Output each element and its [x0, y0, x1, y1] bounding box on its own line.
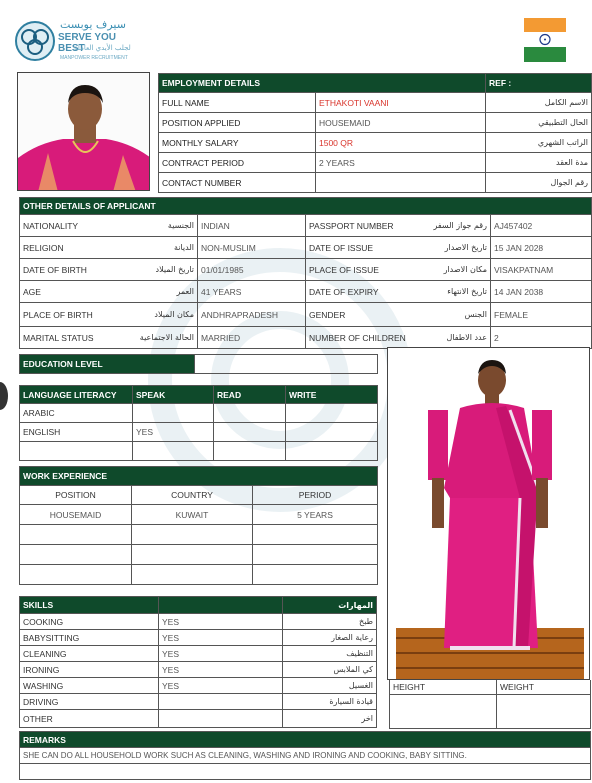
work-period — [253, 545, 378, 565]
gender-arabic: الجنس — [464, 310, 487, 319]
age-label: AGE — [23, 286, 41, 297]
language-literacy-table — [19, 385, 378, 461]
position-applied-arabic: الحال التطبيقي — [486, 113, 592, 133]
gender-value: FEMALE — [491, 303, 592, 327]
contract-period-label: CONTRACT PERIOD — [159, 153, 316, 173]
language-write — [286, 442, 378, 461]
ref-label: REF : — [486, 74, 592, 93]
place-of-issue-label: PLACE OF ISSUE — [309, 264, 379, 275]
date-of-birth-arabic: تاريخ الميلاد — [155, 265, 194, 274]
position-applied-label: POSITION APPLIED — [159, 113, 316, 133]
skill-name: COOKING — [20, 614, 159, 630]
skill-name: DRIVING — [20, 694, 159, 710]
place-of-issue-arabic: مكان الاصدار — [443, 265, 487, 274]
weight-value — [497, 694, 591, 728]
skill-value: YES — [159, 614, 283, 630]
nationality-label: NATIONALITY — [23, 220, 79, 231]
speak-header: SPEAK — [133, 386, 214, 404]
date-of-issue-label: DATE OF ISSUE — [309, 242, 374, 253]
number-of-children-arabic: عدد الاطفال — [446, 333, 487, 342]
remarks-table — [19, 731, 591, 780]
work-period — [253, 565, 378, 585]
language-write — [286, 404, 378, 423]
contract-period-arabic: مدة العقد — [486, 153, 592, 173]
skill-value: YES — [159, 678, 283, 694]
education-level-value — [195, 355, 378, 374]
remarks-text: SHE CAN DO ALL HOUSEHOLD WORK SUCH AS CLEANING, WASHING AND IRONING AND COOKING, BABY SITTING. — [20, 748, 591, 764]
contact-number-value — [316, 173, 486, 193]
skill-arabic: قيادة السيارة — [283, 694, 377, 710]
work-country — [132, 545, 253, 565]
language-name: ARABIC — [20, 404, 133, 423]
skill-value — [159, 694, 283, 710]
logo-emblem-icon — [14, 20, 56, 62]
monthly-salary-value: 1500 QR — [316, 133, 486, 153]
skill-name: BABYSITTING — [20, 630, 159, 646]
skill-value — [159, 710, 283, 728]
passport-number-label: PASSPORT NUMBER — [309, 220, 394, 231]
write-header: WRITE — [286, 386, 378, 404]
work-position — [20, 545, 132, 565]
age-arabic: العمر — [176, 287, 194, 296]
language-write — [286, 423, 378, 442]
applicant-portrait-photo — [17, 72, 150, 191]
skill-name: OTHER — [20, 710, 159, 728]
work-country: KUWAIT — [132, 505, 253, 525]
place-of-birth-value: ANDHRAPRADESH — [198, 303, 306, 327]
language-name — [20, 442, 133, 461]
place-of-birth-label: PLACE OF BIRTH — [23, 309, 93, 320]
passport-number-arabic: رقم جواز السفر — [433, 221, 487, 230]
monthly-salary-arabic: الراتب الشهري — [486, 133, 592, 153]
india-flag-icon — [524, 18, 566, 62]
contact-number-label: CONTACT NUMBER — [159, 173, 316, 193]
education-level-table — [19, 354, 378, 374]
employment-details-header: EMPLOYMENT DETAILS — [159, 74, 486, 93]
weight-label: WEIGHT — [497, 680, 591, 694]
employment-details-table — [158, 73, 592, 193]
logo-small-text: MANPOWER RECRUITMENT — [60, 55, 128, 61]
work-period: 5 YEARS — [253, 505, 378, 525]
skill-arabic: طبخ — [283, 614, 377, 630]
date-of-issue-arabic: تاريخ الاصدار — [444, 243, 487, 252]
skill-arabic: رعاية الصغار — [283, 630, 377, 646]
work-position — [20, 565, 132, 585]
passport-number-value: AJ457402 — [491, 215, 592, 237]
place-of-issue-value: VISAKPATNAM — [491, 259, 592, 281]
language-name: ENGLISH — [20, 423, 133, 442]
nationality-arabic: الجنسية — [167, 221, 194, 230]
marital-status-value: MARRIED — [198, 327, 306, 349]
remarks-blank-row — [20, 764, 591, 780]
education-level-label: EDUCATION LEVEL — [20, 355, 195, 374]
religion-arabic: الديانة — [173, 243, 194, 252]
date-of-birth-value: 01/01/1985 — [198, 259, 306, 281]
date-of-issue-value: 15 JAN 2028 — [491, 237, 592, 259]
religion-label: RELIGION — [23, 242, 64, 253]
read-header: READ — [214, 386, 286, 404]
skills-header-arabic: المهارات — [283, 597, 377, 614]
gender-label: GENDER — [309, 309, 346, 320]
work-period — [253, 525, 378, 545]
work-country — [132, 525, 253, 545]
remarks-header: REMARKS — [20, 732, 591, 748]
work-position: HOUSEMAID — [20, 505, 132, 525]
contract-period-value: 2 YEARS — [316, 153, 486, 173]
skills-header-spacer — [159, 597, 283, 614]
skill-value: YES — [159, 630, 283, 646]
country-col-header: COUNTRY — [132, 486, 253, 505]
skills-table — [19, 596, 377, 728]
skill-name: WASHING — [20, 678, 159, 694]
language-read — [214, 404, 286, 423]
other-details-table — [19, 197, 592, 349]
skill-arabic: التنظيف — [283, 646, 377, 662]
number-of-children-value: 2 — [491, 327, 592, 349]
measurements-table — [389, 680, 591, 729]
full-name-value: ETHAKOTI VAANI — [316, 93, 486, 113]
logo-arabic-text: سيرف يوبست — [60, 18, 126, 31]
language-speak: YES — [133, 423, 214, 442]
religion-value: NON-MUSLIM — [198, 237, 306, 259]
logo-english-text: SERVE YOU BEST — [58, 32, 116, 54]
skills-header: SKILLS — [20, 597, 159, 614]
full-name-arabic: الاسم الكامل — [486, 93, 592, 113]
date-of-expiry-value: 14 JAN 2038 — [491, 281, 592, 303]
company-logo — [14, 18, 144, 66]
language-read — [214, 442, 286, 461]
position-applied-value: HOUSEMAID — [316, 113, 486, 133]
language-read — [214, 423, 286, 442]
skill-value: YES — [159, 646, 283, 662]
contact-number-arabic: رقم الجوال — [486, 173, 592, 193]
age-value: 41 YEARS — [198, 281, 306, 303]
work-country — [132, 565, 253, 585]
monthly-salary-label: MONTHLY SALARY — [159, 133, 316, 153]
full-name-label: FULL NAME — [159, 93, 316, 113]
language-speak — [133, 442, 214, 461]
skill-arabic: اخر — [283, 710, 377, 728]
applicant-full-body-photo — [387, 347, 590, 680]
place-of-birth-arabic: مكان الميلاد — [154, 310, 194, 319]
skill-value: YES — [159, 662, 283, 678]
language-speak — [133, 404, 214, 423]
logo-sub-arabic: لجلب الأيدي العاملة — [74, 44, 131, 52]
date-of-expiry-arabic: تاريخ الانتهاء — [447, 287, 487, 296]
height-label: HEIGHT — [390, 680, 497, 694]
skill-name: CLEANING — [20, 646, 159, 662]
other-details-header: OTHER DETAILS OF APPLICANT — [20, 198, 592, 215]
date-of-expiry-label: DATE OF EXPIRY — [309, 286, 379, 297]
scroll-handle — [0, 382, 8, 410]
work-position — [20, 525, 132, 545]
work-experience-header: WORK EXPERIENCE — [20, 467, 378, 486]
skill-name: IRONING — [20, 662, 159, 678]
number-of-children-label: NUMBER OF CHILDREN — [309, 332, 406, 343]
nationality-value: INDIAN — [198, 215, 306, 237]
date-of-birth-label: DATE OF BIRTH — [23, 264, 87, 275]
marital-status-arabic: الحالة الاجتماعية — [139, 333, 194, 342]
marital-status-label: MARITAL STATUS — [23, 332, 94, 343]
height-value — [390, 694, 497, 728]
period-col-header: PERIOD — [253, 486, 378, 505]
position-col-header: POSITION — [20, 486, 132, 505]
skill-arabic: الغسيل — [283, 678, 377, 694]
skill-arabic: كي الملابس — [283, 662, 377, 678]
work-experience-table — [19, 466, 378, 585]
language-literacy-header: LANGUAGE LITERACY — [20, 386, 133, 404]
